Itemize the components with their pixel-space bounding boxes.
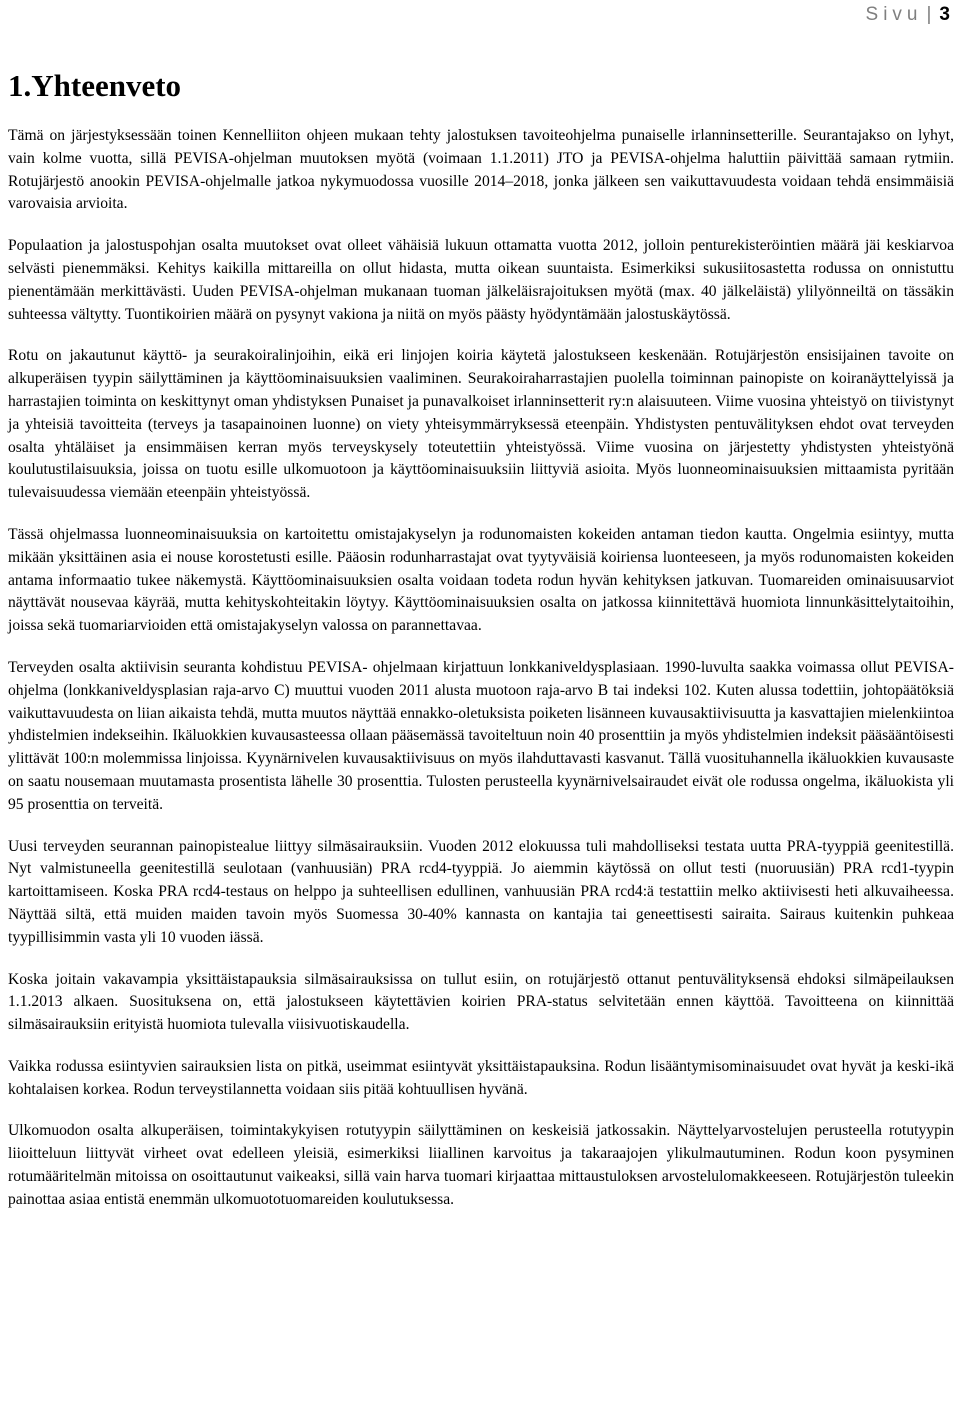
page-number: 3 <box>939 4 950 25</box>
paragraph-intro: Tämä on järjestyksessään toinen Kennelliiton ohjeen mukaan tehty jalostuksen tavoiteohjelma punaiselle irlanninsetterille. Seurantajakso on lyhyt, vain kolme vuotta, sillä PEVISA-ohjelman muutoksen myötä (voimaan 1.1.2011) JTO ja PEVISA-ohjelma haluttiin päivittää samaan rytmiin. Rotujärjestö anookin PEVISA-ohjelmalle jatkoa nykymuodossa vuosille 2014–2018, jonka jälkeen sen vaikuttavuudesta voidaan tehdä ensimmäisiä varovaisia arvioita. <box>8 127 954 213</box>
paragraph-temperament: Tässä ohjelmassa luonneominaisuuksia on kartoitettu omistajakyselyn ja rodunomaisten kokeiden antaman tiedon kautta. Ongelmia esiintyy, mutta mikään yksittäinen asia ei nouse korostetusti esille. Pääosin rodunharrastajat ovat tyytyväisiä koiriensa luonteeseen, ja myös rodunomaisten kokeiden antama informaatio tukee näkemystä. Käyttöominaisuuksien osalta voidaan todeta rodun hyvän kehityksen jatkuvan. Tuomareiden ominaisuusarviot näyttävät nousevaa käyrää, mutta kehityskohteitakin löytyy. Käyttöominaisuuksien osalta on jatkossa kiinnitettävä huomiota linnunkäsittelytaitoihin, joissa sekä tuomariarvioiden että omistajakyselyn valossa on parannettavaa. <box>8 525 954 635</box>
paragraph-population: Populaation ja jalostuspohjan osalta muutokset ovat olleet vähäisiä lukuun ottamatta vuotta 2012, jolloin penturekisteröintien määrä jäi keskiarvoa selvästi pienemmäksi. Kehitys kaikilla mittareilla on ollut hidasta, mutta oikean suuntaista. Esimerkiksi sukusiitosastetta rodussa on onnistuttu pienentämään merkittävästi. Uuden PEVISA-ohjelman mukanaan tuoman jälkeläisrajoituksen myötä (max. 40 jälkeläistä) ylilyönneiltä on tässäkin suhteessa vältytty. Tuontikoirien määrä on pysynyt vakiona ja niitä on myös päästy hyödyntämään jalostuskäytössä. <box>8 237 954 323</box>
page-label: Sivu <box>865 4 923 25</box>
paragraph-conformation: Ulkomuodon osalta alkuperäisen, toimintakykyisen rotutyypin säilyttäminen on keskeisiä jatkossakin. Näyttelyarvostelujen perusteella rotutyypin liioitteluun liittyvät virheet ovat edelleen yleisiä, esimerkiksi liiallinen karvoitus ja takaraajojen ylikulmautuminen. Rodun koon pysyminen rotumääritelmän mitoissa on osoittautunut vaikeaksi, sillä vain harva tuomari kirjaattaa mittaustuloksen arvostelulomakkeeseen. Rotujärjestön tuleekin painottaa asiaa entistä enemmän ulkomuototuomareiden koulutuksessa. <box>8 1122 954 1208</box>
paragraph-eye-examination: Koska joitain vakavampia yksittäistapauksia silmäsairauksissa on tullut esiin, on rotujärjestö ottanut pentuvälityksensä ehdoksi silmäpeilauksen 1.1.2013 alkaen. Suosituksena on, että jalostukseen käytettävien koirien PRA-status selvitetään ennen käyttöä. Tavoitteena on kiinnittää silmäsairauksiin erityistä huomiota tulevalla viisivuotiskaudella. <box>8 970 954 1034</box>
section-title: 1.Yhteenveto <box>8 68 182 103</box>
paragraph-breed-lines: Rotu on jakautunut käyttö- ja seurakoiralinjoihin, eikä eri linjojen koiria käytetä jalostukseen keskenään. Rotujärjestön ensisijainen tavoite on alkuperäisen tyypin säilyttäminen ja käyttöominaisuuksien vaaliminen. Seurakoiraharrastajien puolella toiminnan painopiste on koiranäyttelyissä ja harrastajien toiminta on keskittynyt oman yhdistyksen Punaiset ja punavalkoiset irlanninsetterit ry:n alaisuuteen. Viime vuosina yhteistyö on tiivistynyt ja yhteisiä tavoitteita (terveys ja tasapainoinen luonne) on viety yhteisymmärryksessä eteenpäin. Yhdistysten pentuvälityksen ehdot ovat terveyden osalta yhtäläiset ja ensimmäisen kerran myös terveyskysely toteutettiin yhteistyössä. Viime vuosina on järjestetty yhdistysten yhteistyönä koulutustilaisuuksia, joissa on tuotu esille ulkomuotoon ja käyttöominaisuuksiin liittyviä asioita. Myös luonneominaisuuksien mittaamista pyritään tulevaisuudessa viemään eteenpäin yhteistyössä. <box>8 347 954 502</box>
page-header <box>866 2 950 28</box>
paragraph-diseases-summary: Vaikka rodussa esiintyvien sairauksien lista on pitkä, useimmat esiintyvät yksittäistapauksina. Rodun lisääntymisominaisuudet ovat hyvät ja keski-ikä kohtalaisen korkea. Rodun terveystilannetta voidaan siis pitää kohtuullisen hyvänä. <box>8 1057 954 1098</box>
paragraph-eye-diseases: Uusi terveyden seurannan painopistealue liittyy silmäsairauksiin. Vuoden 2012 elokuussa tuli mahdolliseksi testata uutta PRA-tyyppiä geenitestillä. Nyt valmistuneella geenitestillä seulotaan (vanhuusiän) PRA rcd4-tyyppiä. Jo aiemmin käytössä on ollut testi (nuoruusiän) PRA rcd1-tyypin kartoittamiseen. Koska PRA rcd4-testaus on helppo ja suhteellisen edullinen, vanhuusiän PRA rcd4:ä testattiin melko aktiivisesti heti alkuvaiheessa. Näyttää siltä, että muiden maiden tavoin myös Suomessa 30-40% kannasta on kantajia tai geneettisesti sairaita. Sairaus kuitenkin puhkeaa tyypillisimmin vasta yli 10 vuoden iässä. <box>8 837 954 946</box>
paragraph-health: Terveyden osalta aktiivisin seuranta kohdistuu PEVISA- ohjelmaan kirjattuun lonkkaniveldysplasiaan. 1990-luvulta saakka voimassa ollut PEVISA-ohjelma (lonkkaniveldysplasian raja-arvo C) muuttui vuoden 2011 alusta muotoon raja-arvo B tai indeksi 102. Kuten alussa todettiin, johtopäätöksiä vaikuttavuudesta on liian aikaista tehdä, mutta muutos näyttää ennakko-oletuksista poiketen lisänneen kuvausaktiivisuutta ja kasvattajien mielenkiintoa yhdistelmien indekseihin. Ikäluokkien kuvausasteessa ollaan pääsemässä tavoiteltuun noin 40 prosenttiin ja myös yhdistelmien indeksit pääsääntöisesti ylittävät 100:n molemmissa linjoissa. Kyynärnivelen kuvausaktiivisuus on myös ilahduttavasti kasvanut. Tällä vuosituhannella ikäluokkien kuvausaste on saatu nousemaan muutamasta prosentista lähelle 30 prosenttia. Tulosten perusteella kyynärnivelsairaudet eivät ole rodussa ongelma, ikäluokista yli 95 prosenttia on terveitä. <box>8 658 954 813</box>
page-separator: | <box>926 4 932 25</box>
document-body <box>8 125 954 1231</box>
